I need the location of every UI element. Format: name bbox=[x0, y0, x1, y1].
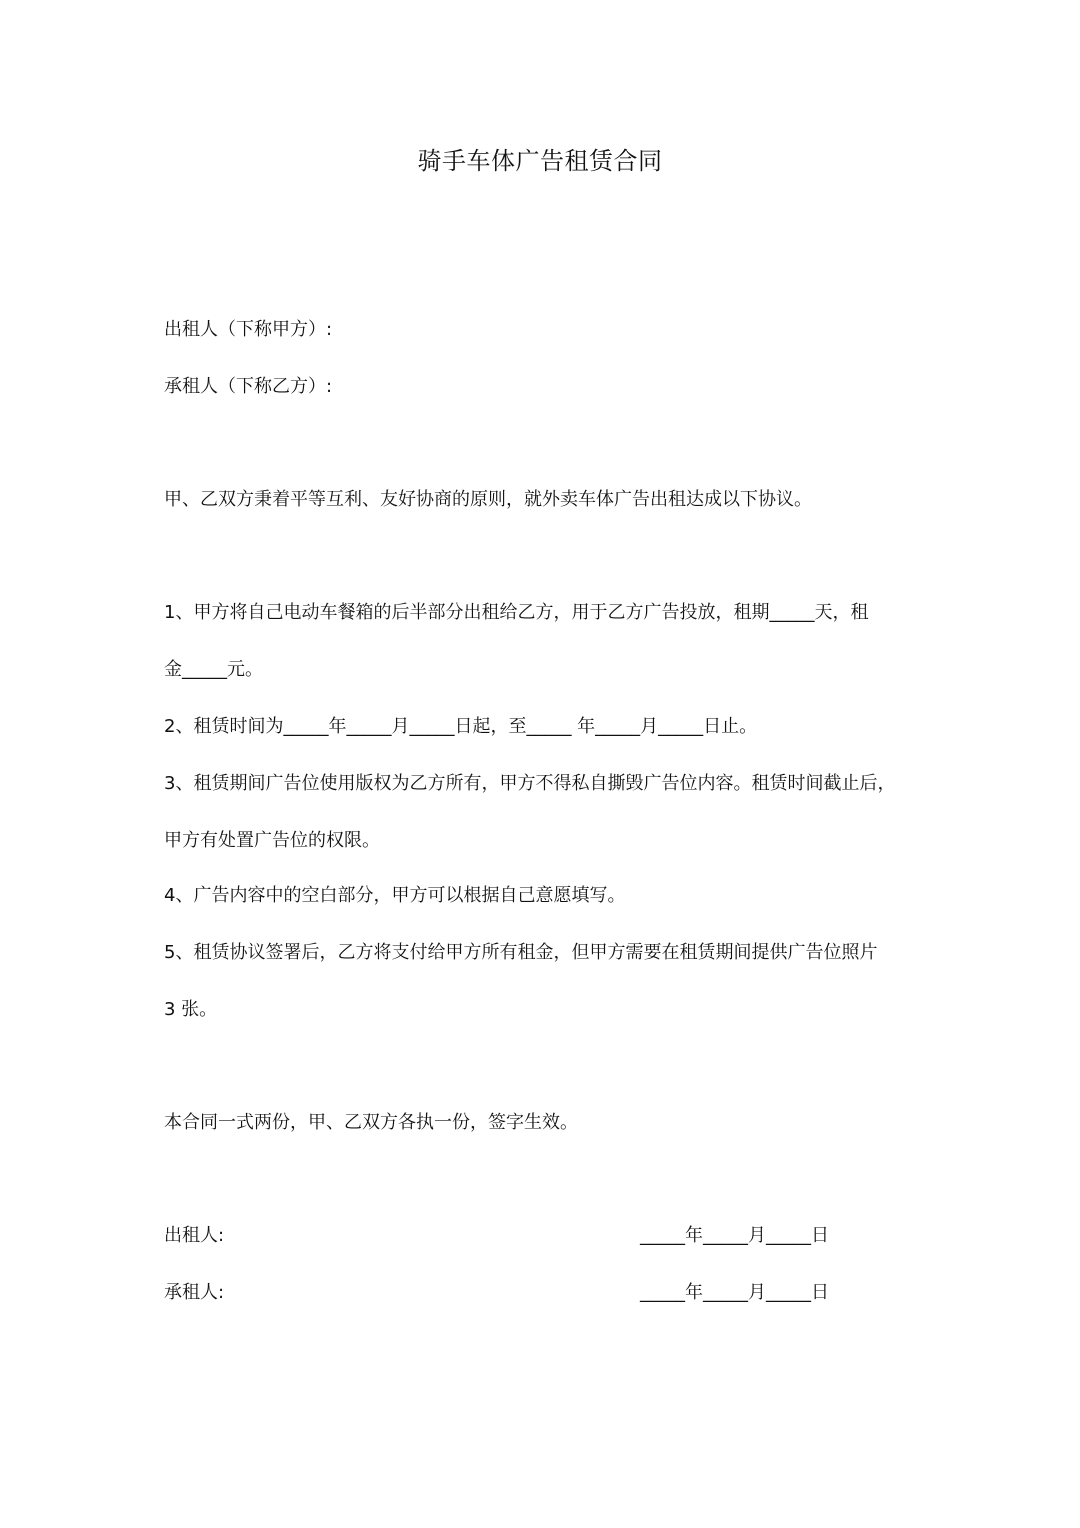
lessee-signature-label: 承租人: bbox=[164, 1282, 225, 1303]
lessor-party-line: 出租人（下称甲方）: bbox=[164, 319, 333, 340]
clause-1-line-2: 金_____元。 bbox=[164, 659, 263, 680]
clause-5-line-2: 3 张。 bbox=[164, 999, 218, 1020]
lessee-party-line: 承租人（下称乙方）: bbox=[164, 376, 333, 397]
clause-2-line-1: 2、租赁时间为_____年_____月_____日起，至_____ 年_____月_____日止。 bbox=[164, 716, 758, 737]
clause-5-line-1: 5、租赁协议签署后，乙方将支付给甲方所有租金，但甲方需要在租赁期间提供广告位照片 bbox=[164, 942, 878, 963]
clause-3-line-1: 3、租赁期间广告位使用版权为乙方所有，甲方不得私自撕毁广告位内容。租赁时间截止后， bbox=[164, 773, 896, 794]
clause-1-line-1: 1、甲方将自己电动车餐箱的后半部分出租给乙方，用于乙方广告投放，租期_____天，租 bbox=[164, 602, 869, 623]
lessor-signature-date: _____年_____月_____日 bbox=[640, 1225, 829, 1246]
clause-4-line-1: 4、广告内容中的空白部分，甲方可以根据自己意愿填写。 bbox=[164, 885, 626, 906]
closing-paragraph: 本合同一式两份，甲、乙双方各执一份，签字生效。 bbox=[164, 1112, 578, 1133]
document-title: 骑手车体广告租赁合同 bbox=[417, 147, 663, 175]
lessee-signature-date: _____年_____月_____日 bbox=[640, 1282, 829, 1303]
preamble-paragraph: 甲、乙双方秉着平等互利、友好协商的原则，就外卖车体广告出租达成以下协议。 bbox=[164, 489, 812, 510]
lessor-signature-label: 出租人: bbox=[164, 1225, 225, 1246]
clause-3-line-2: 甲方有处置广告位的权限。 bbox=[164, 830, 380, 851]
